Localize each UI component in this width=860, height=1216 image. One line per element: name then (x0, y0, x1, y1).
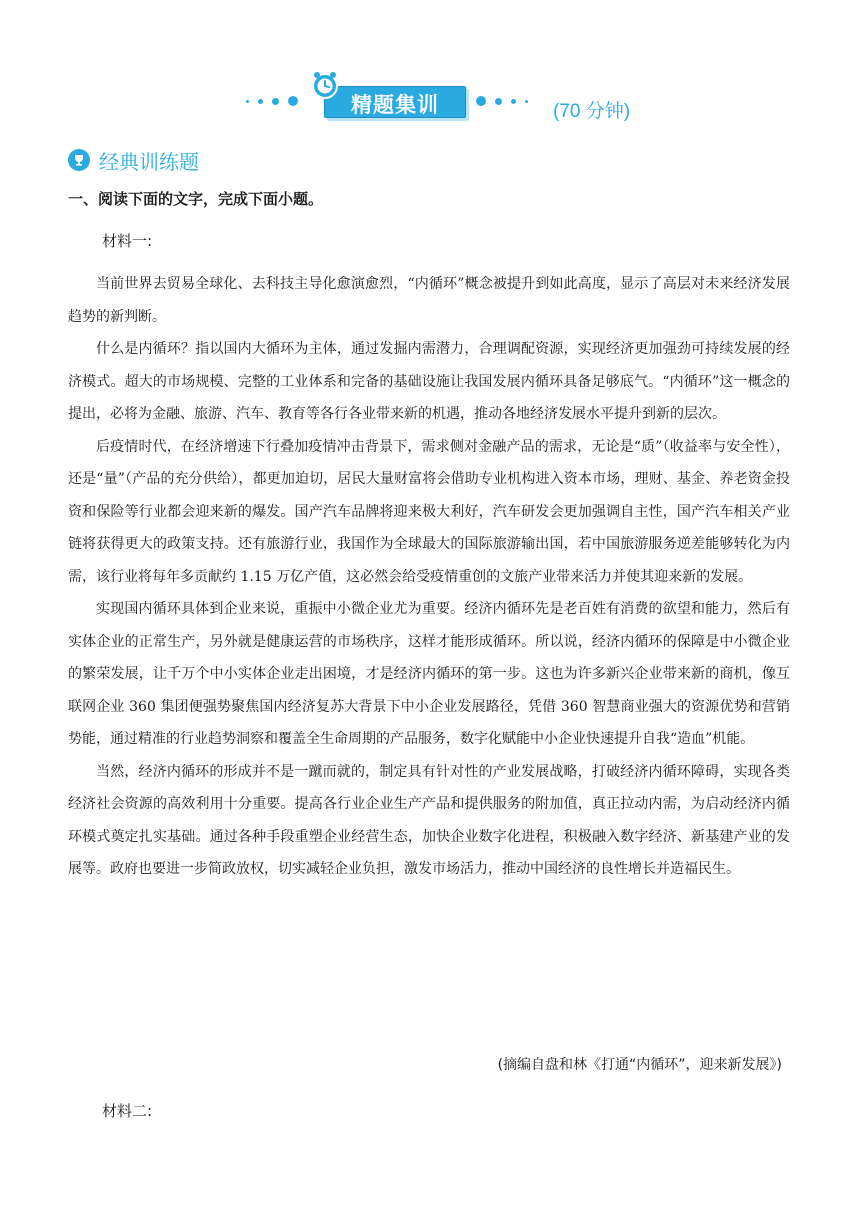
section-heading (68, 146, 199, 174)
decorative-dots-left (246, 96, 298, 106)
title-box (324, 86, 466, 118)
question-heading: 一、阅读下面的文字，完成下面小题。 (68, 190, 324, 208)
paragraph: 实现国内循环具体到企业来说，重振中小微企业尤为重要。经济内循环先是老百姓有消费的欲望和能力，然后有实体企业的正常生产，另外就是健康运营的市场秩序，这样才能形成循环。所以说，经济内循环的保障是中小微企业的繁荣发展，让千万个中小实体企业走出困境，才是经济内循环的第一步。这也为许多新兴企业带来新的商机，像互联网企业 360 集团便强势聚焦国内经济复苏大背景下中小企业发展路径，凭借 360 智慧商业强大的资源优势和营销势能，通过精准的行业趋势洞察和覆盖全生命周期的产品服务，数字化赋能中小企业快速提升自我“造血”机能。 (68, 601, 790, 747)
source-citation: (摘编自盘和林《打通“内循环”，迎来新发展》) (497, 1057, 782, 1073)
paragraph: 什么是内循环？指以国内大循环为主体，通过发掘内需潜力，合理调配资源，实现经济更加强劲可持续发展的经济模式。超大的市场规模、完整的工业体系和完备的基础设施让我国发展内循环具备足够底气。“内循环”这一概念的提出，必将为金融、旅游、汽车、教育等各行各业带来新的机遇，推动各地经济发展水平提升到新的层次。 (68, 341, 790, 422)
paragraph: 当然，经济内循环的形成并不是一蹴而就的，制定具有针对性的产业发展战略，打破经济内循环障碍，实现各类经济社会资源的高效利用十分重要。提高各行业企业生产产品和提供服务的附加值，真正拉动内需，为启动经济内循环模式奠定扎实基础。通过各种手段重塑企业经营生态，加快企业数字化进程，积极融入数字经济、新基建产业的发展等。政府也要进一步简政放权，切实减轻企业负担，激发市场活力，推动中国经济的良性增长并造福民生。 (68, 763, 790, 877)
alarm-clock-icon (310, 70, 340, 100)
trophy-icon (68, 149, 90, 171)
header-banner (0, 76, 860, 120)
paragraph: 当前世界去贸易全球化、去科技主导化愈演愈烈，“内循环”概念被提升到如此高度，显示了高层对未来经济发展趋势的新判断。 (68, 276, 790, 325)
paragraph: 后疫情时代，在经济增速下行叠加疫情冲击背景下，需求侧对金融产品的需求，无论是“质”（收益率与安全性），还是“量”（产品的充分供给），都更加迫切，居民大量财富将会借助专业机构进入资本市场，理财、基金、养老资金投资和保险等行业都会迎来新的爆发。国产汽车品牌将迎来极大利好，汽车研发会更加强调自主性，国产汽车相关产业链将获得更大的政策支持。还有旅游行业，我国作为全球最大的国际旅游输出国，若中国旅游服务逆差能够转化为内需，该行业将每年多贡献约 1.15 万亿产值，这必然会给受疫情重创的文旅产业带来活力并使其迎来新的发展。 (68, 438, 790, 585)
decorative-dots-right (476, 96, 528, 106)
section-title: 经典训练题 (99, 151, 199, 174)
material-two-label: 材料二: (102, 1102, 153, 1120)
page-title: 精题集训 (351, 93, 439, 117)
duration-label: (70 分钟) (553, 101, 631, 122)
material-one-label: 材料一: (102, 232, 153, 250)
article-body (68, 268, 790, 886)
